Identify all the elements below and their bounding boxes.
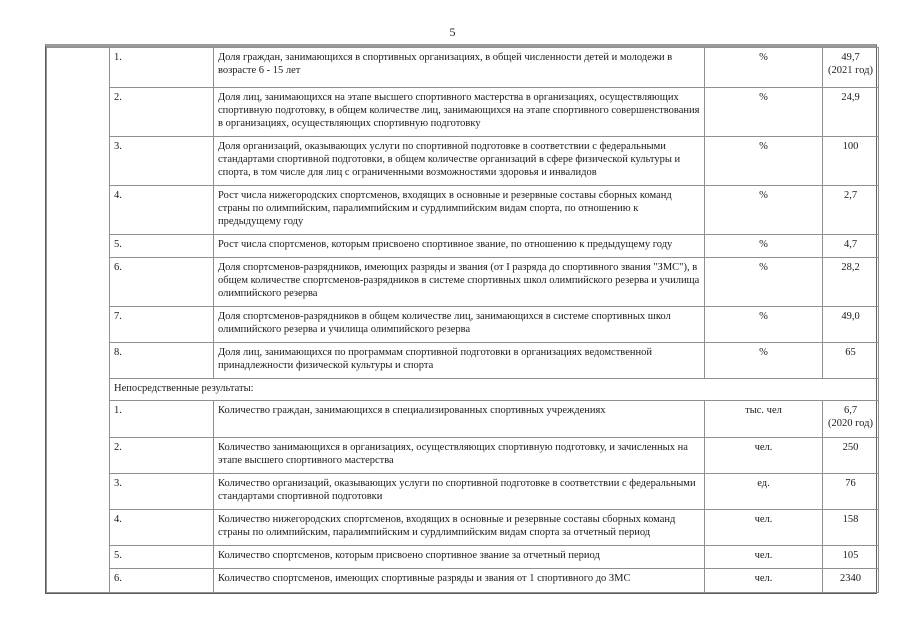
row-number-cell: 2. <box>110 88 214 137</box>
table-row <box>47 307 879 343</box>
row-number-cell: 6. <box>110 569 214 593</box>
indicator-text-cell: Доля спортсменов-разрядников, имеющих разряды и звания (от I разряда до спортивного звания "ЗМС"), в общем количестве спортсменов-разрядников в системе спортивных школ олимпийского резерва и училища олимпийского резерва <box>214 258 705 307</box>
value-note: (2021 год) <box>828 65 873 76</box>
indicators-table <box>46 47 879 593</box>
table-row <box>47 235 879 258</box>
unit-cell: ед. <box>705 474 823 510</box>
value-cell <box>823 401 879 438</box>
table-row <box>47 569 879 593</box>
unit-cell: % <box>705 137 823 186</box>
row-number-cell: 2. <box>110 438 214 474</box>
value-cell: 2340 <box>823 569 879 593</box>
indicator-text-cell: Количество организаций, оказывающих услуги по спортивной подготовке в соответствии с федеральными стандартами спортивной подготовки <box>214 474 705 510</box>
unit-cell: % <box>705 343 823 379</box>
value-cell: 2,7 <box>823 186 879 235</box>
value-cell: 250 <box>823 438 879 474</box>
unit-cell: чел. <box>705 546 823 569</box>
indicator-text-cell: Рост числа нижегородских спортсменов, входящих в основные и резервные составы сборных команд страны по олимпийским, паралимпийским и сурдлимпийским видам спорта, по отношению к предыдущему году <box>214 186 705 235</box>
unit-cell: тыс. чел <box>705 401 823 438</box>
unit-cell: % <box>705 307 823 343</box>
value-cell: 76 <box>823 474 879 510</box>
row-number-cell: 5. <box>110 546 214 569</box>
table-row <box>47 48 879 88</box>
indicator-text-cell: Доля спортсменов-разрядников в общем количестве лиц, занимающихся в системе спортивных школ олимпийского резерва и училища олимпийского резерва <box>214 307 705 343</box>
row-number-cell: 4. <box>110 510 214 546</box>
row-number-cell: 7. <box>110 307 214 343</box>
value-cell: 28,2 <box>823 258 879 307</box>
unit-cell: чел. <box>705 510 823 546</box>
value-cell: 65 <box>823 343 879 379</box>
value-note: (2020 год) <box>828 418 873 429</box>
unit-cell: % <box>705 48 823 88</box>
unit-cell: % <box>705 258 823 307</box>
table-row <box>47 137 879 186</box>
row-number-cell: 5. <box>110 235 214 258</box>
indicator-text-cell: Доля лиц, занимающихся по программам спортивной подготовки в организациях ведомственной принадлежности физической культуры и спорта <box>214 343 705 379</box>
page-number: 5 <box>449 25 456 39</box>
indicator-text-cell: Рост числа спортсменов, которым присвоено спортивное звание, по отношению к предыдущему году <box>214 235 705 258</box>
table-row <box>47 546 879 569</box>
row-number-cell: 3. <box>110 137 214 186</box>
table-row <box>47 474 879 510</box>
table-row <box>47 401 879 438</box>
indicator-text-cell: Количество занимающихся в организациях, осуществляющих спортивную подготовку, и зачисленных на этапе высшего спортивного мастерства <box>214 438 705 474</box>
indicator-text-cell: Количество граждан, занимающихся в специализированных спортивных учреждениях <box>214 401 705 438</box>
value-cell: 24,9 <box>823 88 879 137</box>
row-number-cell: 1. <box>110 48 214 88</box>
row-number-cell: 4. <box>110 186 214 235</box>
unit-cell: % <box>705 88 823 137</box>
unit-cell: % <box>705 186 823 235</box>
unit-cell: % <box>705 235 823 258</box>
indicator-text-cell: Количество спортсменов, имеющих спортивные разряды и звания от 1 спортивного до ЗМС <box>214 569 705 593</box>
indicator-text-cell: Доля граждан, занимающихся в спортивных организациях, в общей численности детей и молодежи в возрасте 6 - 15 лет <box>214 48 705 88</box>
table-row <box>47 438 879 474</box>
section-header-cell: Непосредственные результаты: <box>110 379 879 401</box>
unit-cell: чел. <box>705 438 823 474</box>
left-margin-cell <box>47 48 110 593</box>
row-number-cell: 1. <box>110 401 214 438</box>
value-cell: 158 <box>823 510 879 546</box>
row-number-cell: 3. <box>110 474 214 510</box>
table-row <box>47 186 879 235</box>
row-number-cell: 8. <box>110 343 214 379</box>
results-table-wrapper <box>45 44 877 594</box>
value-cell <box>823 48 879 88</box>
value-cell: 4,7 <box>823 235 879 258</box>
unit-cell: чел. <box>705 569 823 593</box>
indicator-text-cell: Количество нижегородских спортсменов, входящих в основные и резервные составы сборных команд страны по олимпийским, паралимпийским и сурдлимпийским видам спорта за отчетный период <box>214 510 705 546</box>
value-cell: 49,0 <box>823 307 879 343</box>
value-text: 6,7 <box>843 405 858 416</box>
indicator-text-cell: Количество спортсменов, которым присвоено спортивное звание за отчетный период <box>214 546 705 569</box>
table-row <box>47 258 879 307</box>
value-cell: 105 <box>823 546 879 569</box>
value-text: 49,7 <box>841 52 860 63</box>
table-row <box>47 88 879 137</box>
indicator-text-cell: Доля лиц, занимающихся на этапе высшего спортивного мастерства в организациях, осуществляющих спортивную подготовку, в общем количестве лиц, занимающихся на этапе спортивного совершенствования в организациях, осуществляющих спортивную подготовку <box>214 88 705 137</box>
indicator-text-cell: Доля организаций, оказывающих услуги по спортивной подготовке в соответствии с федеральными стандартами спортивной подготовки, в общем количестве организаций в сфере физической культуры и спорта, в том числе для лиц с ограниченными возможностями здоровья и инвалидов <box>214 137 705 186</box>
section-header-row <box>47 379 879 401</box>
value-cell: 100 <box>823 137 879 186</box>
table-row <box>47 510 879 546</box>
table-row <box>47 343 879 379</box>
row-number-cell: 6. <box>110 258 214 307</box>
